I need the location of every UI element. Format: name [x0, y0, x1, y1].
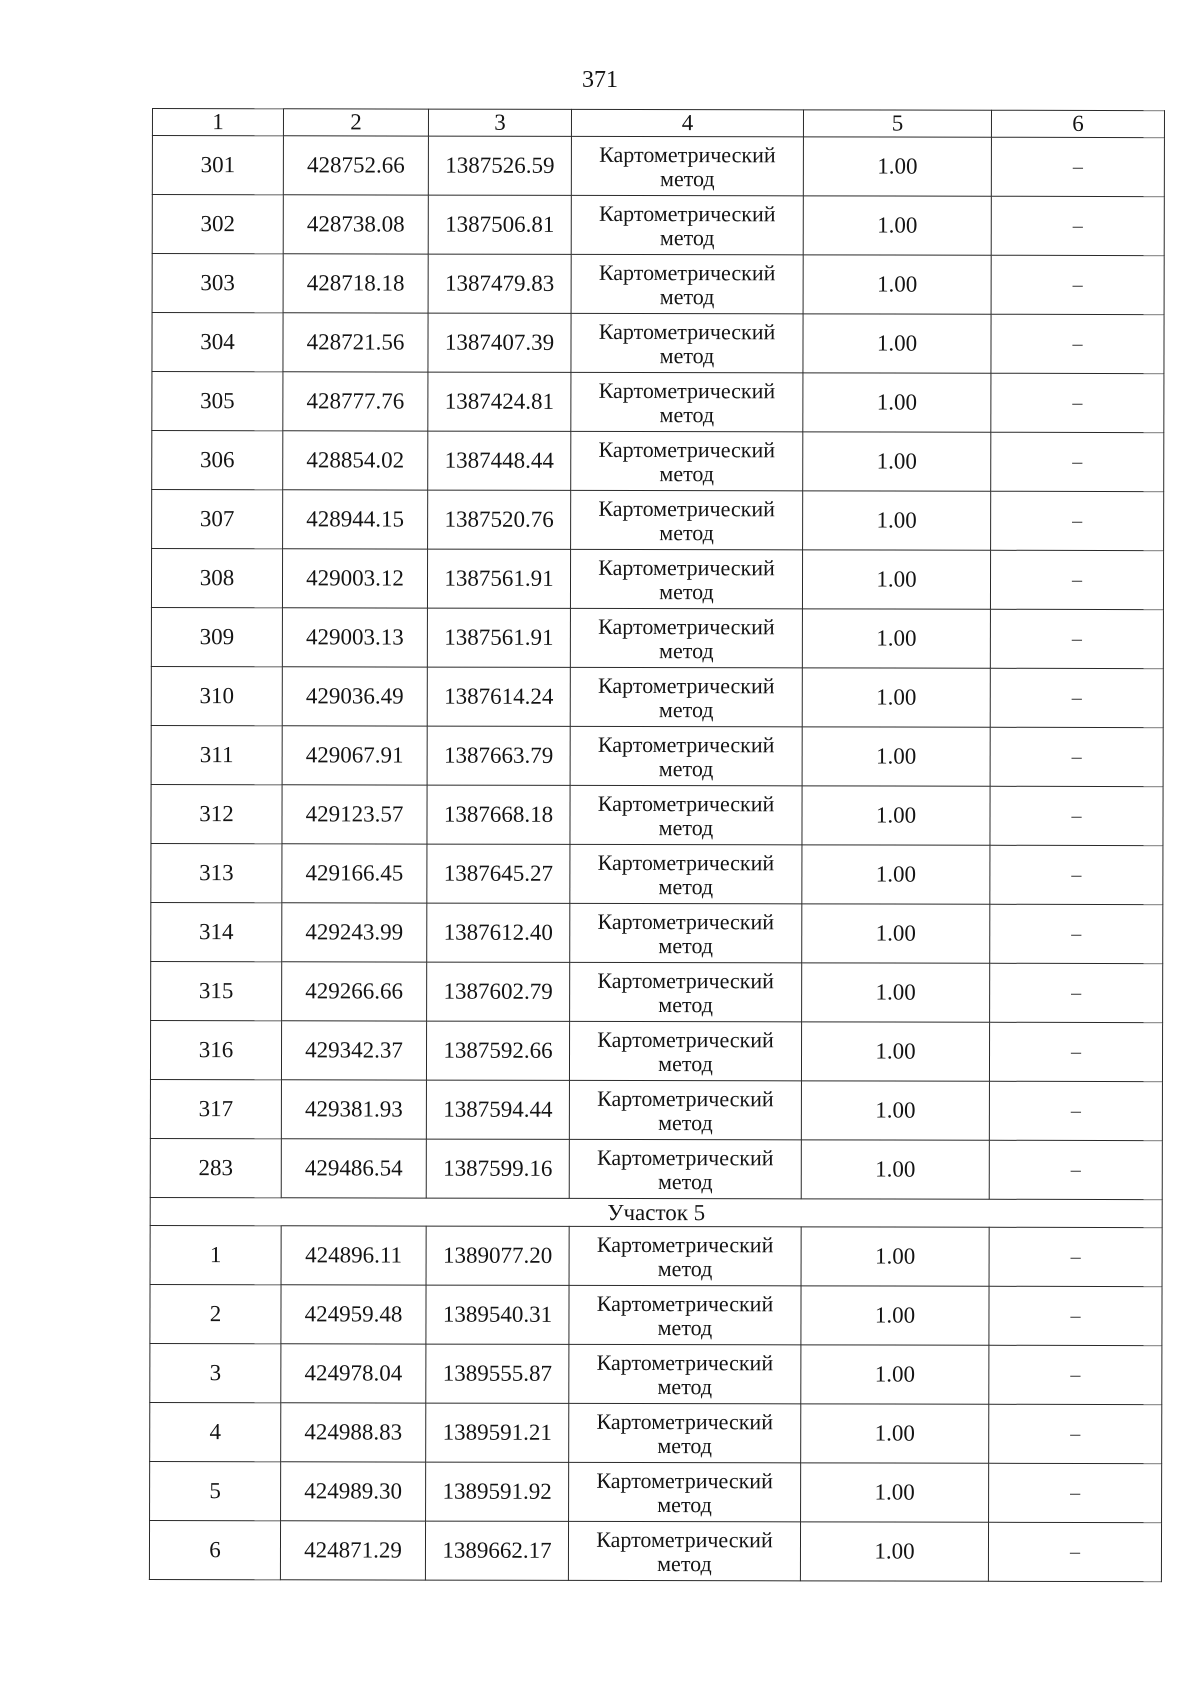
- method-line-1: Картометрический: [598, 259, 776, 286]
- x-coordinate-cell: 428738.08: [283, 195, 428, 254]
- x-coordinate-cell: 424959.48: [281, 1285, 426, 1344]
- point-number-cell: 316: [150, 1020, 281, 1079]
- point-number-cell: 305: [152, 372, 283, 431]
- method-line-1: Картометрический: [598, 377, 776, 404]
- point-number-cell: 5: [150, 1461, 281, 1520]
- point-number-cell: 304: [152, 313, 283, 372]
- method-line-2: метод: [658, 874, 714, 900]
- method-cell: [569, 1139, 801, 1198]
- x-coordinate-cell: 429036.49: [282, 667, 427, 726]
- y-coordinate-cell: 1389555.87: [426, 1344, 569, 1403]
- accuracy-cell: 1.00: [803, 432, 991, 491]
- method-line-2: метод: [657, 1433, 713, 1459]
- accuracy-cell: 1.00: [801, 1081, 989, 1140]
- x-coordinate-cell: 424896.11: [281, 1226, 426, 1285]
- method-line-1: Картометрический: [597, 908, 775, 935]
- x-coordinate-cell: 424988.83: [281, 1403, 426, 1462]
- accuracy-cell: 1.00: [802, 963, 990, 1022]
- method-cell: [569, 1080, 801, 1139]
- method-line-1: Картометрический: [598, 318, 776, 345]
- y-coordinate-cell: 1387602.79: [427, 962, 570, 1021]
- y-coordinate-cell: 1387612.40: [427, 903, 570, 962]
- method-line-2: метод: [659, 284, 715, 310]
- x-coordinate-cell: 429381.93: [281, 1080, 426, 1139]
- method-cell: [570, 608, 802, 667]
- method-line-2: метод: [659, 520, 714, 546]
- note-cell: –: [991, 255, 1164, 314]
- note-cell: –: [991, 137, 1164, 196]
- y-coordinate-cell: 1389540.31: [426, 1285, 569, 1344]
- method-cell: [570, 903, 802, 962]
- note-cell: –: [991, 373, 1164, 432]
- note-cell: –: [990, 727, 1163, 786]
- method-cell: [569, 1285, 801, 1344]
- method-line-1: Картометрический: [596, 1349, 774, 1376]
- method-line-2: метод: [657, 1169, 713, 1195]
- point-number-cell: 4: [150, 1402, 281, 1461]
- point-number-cell: 311: [151, 725, 282, 784]
- method-cell: [571, 136, 803, 195]
- method-line-2: метод: [660, 166, 715, 192]
- accuracy-cell: 1.00: [801, 1463, 989, 1522]
- method-line-1: Картометрический: [598, 613, 775, 640]
- method-cell: [570, 844, 802, 903]
- x-coordinate-cell: 429243.99: [282, 903, 427, 962]
- x-coordinate-cell: 429123.57: [282, 785, 427, 844]
- method-line-1: Картометрический: [598, 672, 775, 699]
- y-coordinate-cell: 1387526.59: [428, 136, 571, 195]
- note-cell: –: [990, 845, 1163, 904]
- method-cell: [571, 490, 803, 549]
- method-line-1: Картометрический: [597, 731, 775, 758]
- method-line-2: метод: [658, 815, 714, 841]
- accuracy-cell: 1.00: [802, 668, 990, 727]
- table-header-row: [152, 109, 1164, 138]
- x-coordinate-cell: 428721.56: [283, 313, 428, 372]
- accuracy-cell: 1.00: [800, 1522, 988, 1581]
- method-cell: [571, 372, 803, 431]
- y-coordinate-cell: 1389591.92: [426, 1462, 569, 1521]
- note-cell: –: [989, 1227, 1162, 1286]
- method-cell: [568, 1521, 800, 1580]
- table-row: [151, 725, 1163, 786]
- y-coordinate-cell: 1387614.24: [427, 667, 570, 726]
- accuracy-cell: 1.00: [803, 314, 991, 373]
- y-coordinate-cell: 1387561.91: [427, 549, 570, 608]
- accuracy-cell: 1.00: [803, 373, 991, 432]
- table-row: [149, 1520, 1161, 1581]
- y-coordinate-cell: 1387594.44: [426, 1080, 569, 1139]
- x-coordinate-cell: 428944.15: [283, 490, 428, 549]
- table-row: [150, 1020, 1162, 1081]
- y-coordinate-cell: 1387448.44: [428, 431, 571, 490]
- note-cell: –: [990, 550, 1163, 609]
- point-number-cell: 3: [150, 1343, 281, 1402]
- y-coordinate-cell: 1387424.81: [428, 372, 571, 431]
- y-coordinate-cell: 1387645.27: [427, 844, 570, 903]
- accuracy-cell: 1.00: [801, 1286, 989, 1345]
- accuracy-cell: 1.00: [801, 1022, 989, 1081]
- note-cell: –: [989, 1345, 1162, 1404]
- x-coordinate-cell: 428854.02: [283, 431, 428, 490]
- y-coordinate-cell: 1389662.17: [425, 1521, 568, 1580]
- table-row: [151, 784, 1163, 845]
- x-coordinate-cell: 428752.66: [283, 136, 428, 195]
- method-line-1: Картометрический: [597, 849, 775, 876]
- method-line-1: Картометрический: [597, 1026, 774, 1053]
- note-cell: –: [989, 1081, 1162, 1140]
- accuracy-cell: 1.00: [802, 845, 990, 904]
- method-line-1: Картометрический: [598, 495, 775, 522]
- method-cell: [570, 667, 802, 726]
- table-row: [151, 902, 1163, 963]
- accuracy-cell: 1.00: [803, 491, 991, 550]
- x-coordinate-cell: 428777.76: [283, 372, 428, 431]
- x-coordinate-cell: 429266.66: [282, 962, 427, 1021]
- y-coordinate-cell: 1387599.16: [426, 1139, 569, 1198]
- table-row: [150, 1402, 1162, 1463]
- method-line-1: Картометрический: [596, 1231, 774, 1258]
- table-row: [150, 1284, 1162, 1345]
- table-row: [151, 666, 1163, 727]
- method-line-1: Картометрический: [596, 1290, 774, 1317]
- method-line-2: метод: [657, 1492, 712, 1518]
- method-cell: [571, 313, 803, 372]
- x-coordinate-cell: 429003.12: [282, 549, 427, 608]
- y-coordinate-cell: 1387479.83: [428, 254, 571, 313]
- note-cell: –: [991, 314, 1164, 373]
- x-coordinate-cell: 424989.30: [281, 1462, 426, 1521]
- table-row: [152, 195, 1164, 256]
- method-line-2: метод: [658, 1051, 713, 1077]
- y-coordinate-cell: 1387561.91: [427, 608, 570, 667]
- column-header: 6: [991, 110, 1164, 137]
- accuracy-cell: 1.00: [801, 1140, 989, 1199]
- table-row: [152, 431, 1164, 492]
- x-coordinate-cell: 428718.18: [283, 254, 428, 313]
- y-coordinate-cell: 1387407.39: [428, 313, 571, 372]
- method-cell: [570, 726, 802, 785]
- note-cell: –: [990, 668, 1163, 727]
- method-line-2: метод: [657, 1315, 713, 1341]
- x-coordinate-cell: 429166.45: [282, 844, 427, 903]
- point-number-cell: 317: [150, 1079, 281, 1138]
- method-line-2: метод: [658, 756, 714, 782]
- accuracy-cell: 1.00: [803, 255, 991, 314]
- method-line-2: метод: [659, 402, 715, 428]
- note-cell: –: [990, 786, 1163, 845]
- accuracy-cell: 1.00: [801, 1345, 989, 1404]
- point-number-cell: 283: [150, 1138, 281, 1197]
- x-coordinate-cell: 424871.29: [280, 1521, 425, 1580]
- method-line-1: Картометрический: [599, 200, 776, 227]
- x-coordinate-cell: 429067.91: [282, 726, 427, 785]
- method-cell: [571, 431, 803, 490]
- table-row: [152, 254, 1164, 315]
- method-cell: [569, 1344, 801, 1403]
- method-line-1: Картометрический: [598, 554, 775, 581]
- note-cell: –: [991, 491, 1164, 550]
- y-coordinate-cell: 1387668.18: [427, 785, 570, 844]
- method-cell: [570, 549, 802, 608]
- table-row: [152, 372, 1164, 433]
- table-row: [150, 1461, 1162, 1522]
- accuracy-cell: 1.00: [801, 1227, 989, 1286]
- y-coordinate-cell: 1387520.76: [428, 490, 571, 549]
- note-cell: –: [990, 963, 1163, 1022]
- accuracy-cell: 1.00: [802, 727, 990, 786]
- point-number-cell: 307: [152, 490, 283, 549]
- point-number-cell: 315: [151, 961, 282, 1020]
- y-coordinate-cell: 1387506.81: [428, 195, 571, 254]
- x-coordinate-cell: 429342.37: [281, 1021, 426, 1080]
- method-line-2: метод: [659, 638, 714, 664]
- column-header: 1: [152, 109, 283, 136]
- section-title-row: [150, 1197, 1162, 1227]
- point-number-cell: 314: [151, 902, 282, 961]
- y-coordinate-cell: 1387592.66: [426, 1021, 569, 1080]
- y-coordinate-cell: 1387663.79: [427, 726, 570, 785]
- point-number-cell: 309: [151, 607, 282, 666]
- method-line-2: метод: [658, 933, 714, 959]
- note-cell: –: [989, 1463, 1162, 1522]
- method-line-2: метод: [657, 1256, 713, 1282]
- method-line-2: метод: [659, 579, 714, 605]
- method-cell: [571, 195, 803, 254]
- table-row: [150, 1079, 1162, 1140]
- method-line-1: Картометрический: [596, 1526, 773, 1553]
- table-row: [152, 136, 1164, 197]
- method-line-1: Картометрический: [597, 1085, 774, 1112]
- method-line-2: метод: [658, 697, 714, 723]
- x-coordinate-cell: 429003.13: [282, 608, 427, 667]
- method-line-2: метод: [659, 343, 715, 369]
- point-number-cell: 302: [152, 195, 283, 254]
- method-line-1: Картометрический: [596, 1467, 773, 1494]
- note-cell: –: [989, 1286, 1162, 1345]
- accuracy-cell: 1.00: [802, 786, 990, 845]
- table-row: [151, 607, 1163, 668]
- method-cell: [571, 254, 803, 313]
- table-row: [152, 490, 1164, 551]
- table-row: [150, 1225, 1162, 1286]
- method-cell: [570, 785, 802, 844]
- table-row: [151, 961, 1163, 1022]
- y-coordinate-cell: 1389591.21: [426, 1403, 569, 1462]
- x-coordinate-cell: 424978.04: [281, 1344, 426, 1403]
- point-number-cell: 312: [151, 784, 282, 843]
- method-line-2: метод: [658, 992, 713, 1018]
- method-line-1: Картометрический: [596, 1408, 774, 1435]
- column-header: 4: [571, 109, 803, 136]
- method-line-2: метод: [659, 461, 715, 487]
- point-number-cell: 310: [151, 666, 282, 725]
- accuracy-cell: 1.00: [802, 609, 990, 668]
- point-number-cell: 313: [151, 843, 282, 902]
- method-cell: [570, 962, 802, 1021]
- page-number: 371: [582, 67, 618, 93]
- accuracy-cell: 1.00: [802, 904, 990, 963]
- accuracy-cell: 1.00: [803, 137, 991, 196]
- note-cell: –: [989, 1404, 1162, 1463]
- accuracy-cell: 1.00: [801, 1404, 989, 1463]
- section-title: Участок 5: [150, 1197, 1162, 1227]
- note-cell: –: [988, 1522, 1161, 1581]
- method-line-2: метод: [657, 1551, 712, 1577]
- method-cell: [569, 1462, 801, 1521]
- method-cell: [569, 1403, 801, 1462]
- method-line-1: Картометрический: [599, 141, 776, 168]
- point-number-cell: 2: [150, 1284, 281, 1343]
- note-cell: –: [990, 609, 1163, 668]
- method-cell: [569, 1226, 801, 1285]
- x-coordinate-cell: 429486.54: [281, 1139, 426, 1198]
- column-header: 5: [803, 110, 991, 137]
- table-row: [151, 843, 1163, 904]
- accuracy-cell: 1.00: [802, 550, 990, 609]
- note-cell: –: [991, 432, 1164, 491]
- y-coordinate-cell: 1389077.20: [426, 1226, 569, 1285]
- point-number-cell: 6: [149, 1520, 280, 1579]
- method-cell: [569, 1021, 801, 1080]
- note-cell: –: [990, 904, 1163, 963]
- note-cell: –: [989, 1022, 1162, 1081]
- table-row: [150, 1138, 1162, 1199]
- method-line-2: метод: [657, 1374, 713, 1400]
- method-line-1: Картометрический: [597, 1144, 774, 1171]
- point-number-cell: 306: [152, 431, 283, 490]
- accuracy-cell: 1.00: [803, 196, 991, 255]
- method-line-1: Картометрический: [597, 790, 775, 817]
- point-number-cell: 301: [152, 136, 283, 195]
- coordinates-table: [149, 108, 1165, 1582]
- method-line-2: метод: [658, 1110, 713, 1136]
- method-line-1: Картометрический: [598, 436, 776, 463]
- table-row: [151, 549, 1163, 610]
- point-number-cell: 308: [151, 549, 282, 608]
- table-body: [149, 109, 1164, 1582]
- note-cell: –: [991, 196, 1164, 255]
- method-line-1: Картометрический: [597, 967, 774, 994]
- table-row: [152, 313, 1164, 374]
- point-number-cell: 1: [150, 1225, 281, 1284]
- column-header: 3: [428, 109, 571, 136]
- point-number-cell: 303: [152, 254, 283, 313]
- table-row: [150, 1343, 1162, 1404]
- method-line-2: метод: [659, 225, 715, 251]
- column-header: 2: [283, 109, 428, 136]
- note-cell: –: [989, 1140, 1162, 1199]
